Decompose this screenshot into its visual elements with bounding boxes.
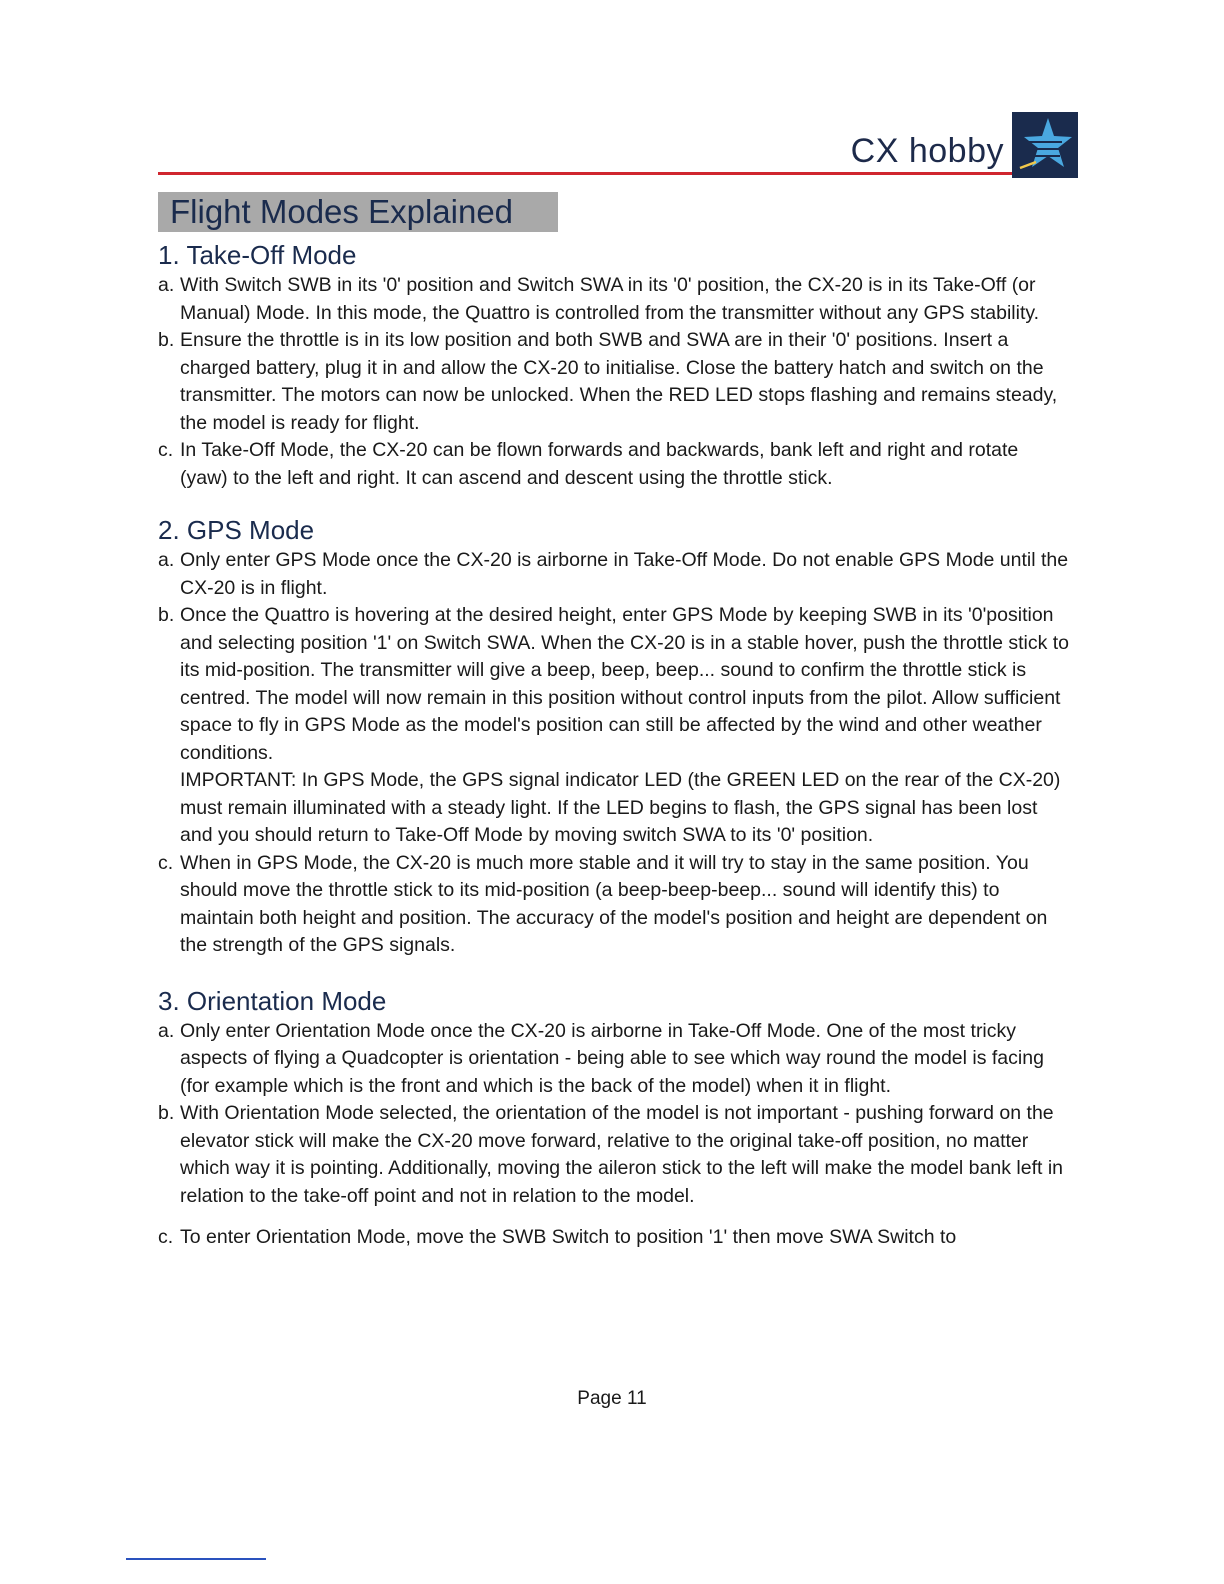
spacer	[158, 492, 1070, 513]
page-header	[158, 112, 1078, 182]
spacer	[158, 1210, 1070, 1224]
item-text: Once the Quattro is hovering at the desired height, enter GPS Mode by keeping SWB in its '0'position and selecting position '1' on Switch SWA. When the CX-20 is in a stable hover, push the throttle stick to its mid-position. The transmitter will give a beep, beep, beep... sound to confirm the throttle stick is centred. The model will now remain in this position without control inputs from the pilot. Allow sufficient space to fly in GPS Mode as the model's position can still be affected by the wind and other weather conditions.	[180, 604, 1070, 764]
section-heading: 3. Orientation Mode	[158, 985, 387, 1016]
item-label: b.	[158, 329, 175, 351]
list-item	[158, 850, 1070, 960]
item-label: c.	[158, 1226, 174, 1248]
item-text: Only enter Orientation Mode once the CX-20 is airborne in Take-Off Mode. One of the most tricky aspects of flying a Quadcopter is orientation - being able to see which way round the model is facing (for example which is the front and which is the back of the model) when it in flight.	[180, 1019, 1044, 1097]
item-text: Ensure the throttle is in its low position and both SWB and SWA are in their '0' positions. Insert a charged battery, plug it in and allow the CX-20 to initialise. Close the battery hatch and switch on the transmitter. The motors can now be unlocked. When the RED LED stops flashing and remains steady, the model is ready for flight.	[180, 329, 1058, 434]
section-take-off-mode	[158, 238, 1070, 492]
list-item	[158, 602, 1070, 850]
item-text: In Take-Off Mode, the CX-20 can be flown forwards and backwards, bank left and right and rotate (yaw) to the left and right. It can ascend and descent using the throttle stick.	[180, 439, 1019, 489]
section-heading: 2. GPS Mode	[158, 515, 315, 545]
item-label: b.	[158, 604, 175, 626]
list-item	[158, 1224, 1070, 1252]
item-label: a.	[158, 274, 175, 296]
important-note: IMPORTANT: In GPS Mode, the GPS signal indicator LED (the GREEN LED on the rear of the CX-20) must remain illuminated with a steady light. If the LED begins to flash, the GPS signal has been lost and you should return to Take-Off Mode by moving switch SWA to its '0' position.	[180, 769, 1061, 846]
section-orientation-mode	[158, 984, 1070, 1252]
item-label: c.	[158, 439, 174, 461]
list-item	[158, 1100, 1070, 1210]
item-text: When in GPS Mode, the CX-20 is much more stable and it will try to stay in the same position. You should move the throttle stick to its mid-position (a beep-beep-beep... sound will identify this) to maintain both height and position. The accuracy of the model's position and height are dependent on the strength of the GPS signals.	[180, 851, 1048, 956]
item-text: With Orientation Mode selected, the orientation of the model is not important - pushing forward on the elevator stick will make the CX-20 move forward, relative to the original take-off position, no matter which way it is pointing. Additionally, moving the aileron stick to the left will make the model bank left in relation to the take-off point and not in relation to the model.	[180, 1102, 1063, 1207]
list-item	[158, 547, 1070, 602]
list-item	[158, 1018, 1070, 1101]
brand-name: CX hobby	[850, 132, 1004, 170]
page-number: Page 11	[577, 1388, 647, 1409]
item-label: b.	[158, 1102, 175, 1124]
star-logo-icon	[1012, 112, 1078, 178]
document-body	[158, 238, 1070, 1252]
item-text: With Switch SWB in its '0' position and Switch SWA in its '0' position, the CX-20 is in its Take-Off (or Manual) Mode. In this mode, the Quattro is controlled from the transmitter without any GPS stability.	[180, 274, 1040, 324]
section-heading: 1. Take-Off Mode	[158, 240, 357, 270]
item-text: Only enter GPS Mode once the CX-20 is airborne in Take-Off Mode. Do not enable GPS Mode until the CX-20 is in flight.	[180, 549, 1069, 599]
item-label: a.	[158, 1019, 175, 1042]
header-rule	[158, 172, 1012, 175]
item-label: a.	[158, 549, 175, 571]
item-label: c.	[158, 851, 174, 874]
list-item	[158, 272, 1070, 327]
footer-link-line	[126, 1558, 266, 1560]
section-gps-mode	[158, 513, 1070, 960]
list-item	[158, 327, 1070, 437]
spacer	[158, 960, 1070, 984]
list-item	[158, 437, 1070, 492]
page-title: Flight Modes Explained	[158, 192, 558, 232]
item-text: To enter Orientation Mode, move the SWB Switch to position '1' then move SWA Switch to	[180, 1226, 957, 1248]
